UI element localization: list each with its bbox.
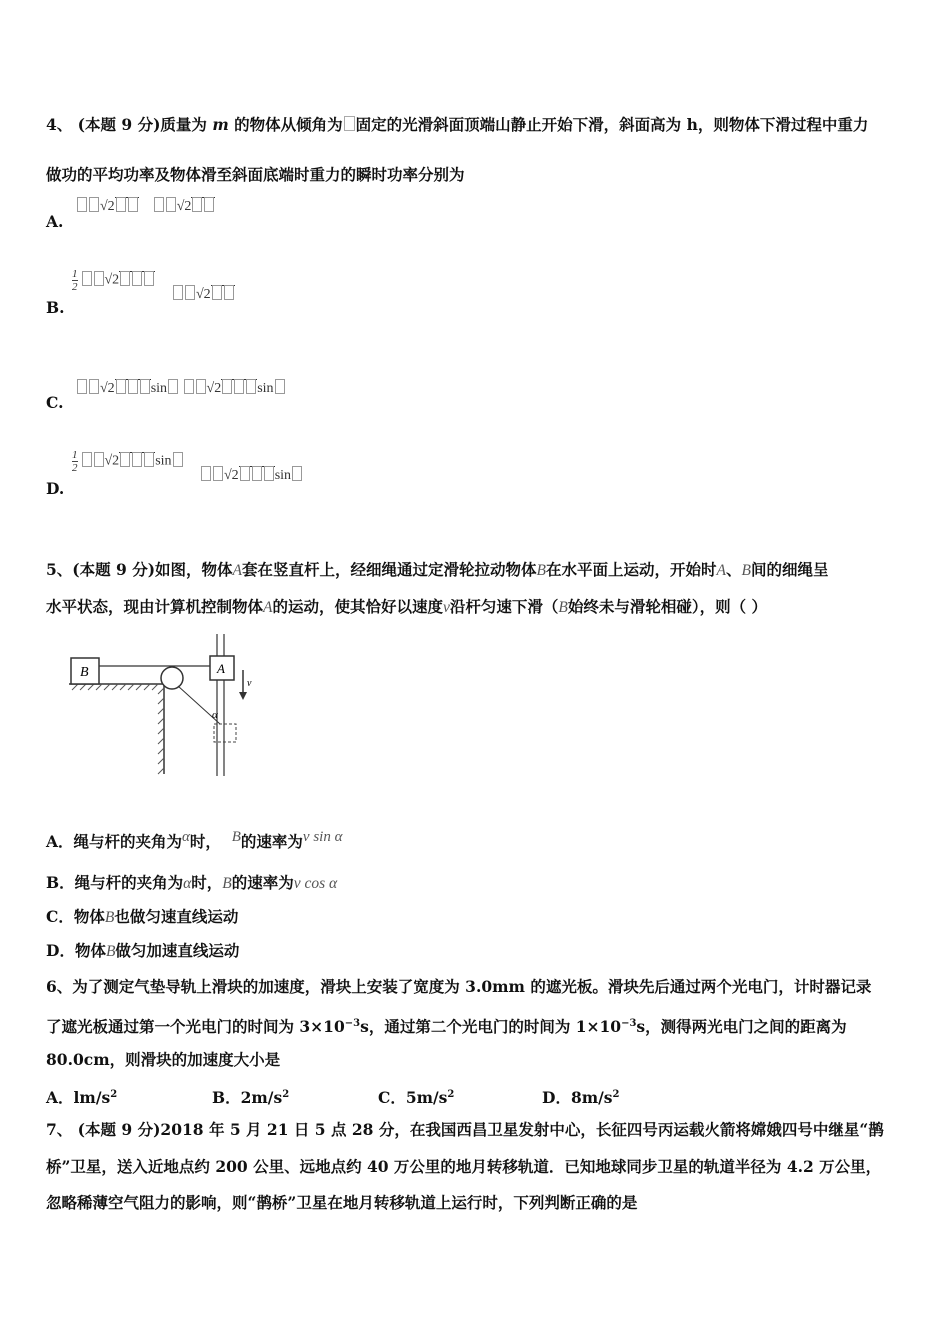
q4-line-2: 做功的平均功率及物体滑至斜面底端时重力的瞬时功率分别为 xyxy=(46,165,465,184)
q5-line-2: 水平状态，现由计算机控制物体A的运动，使其恰好以速度v沿杆匀速下滑（B始终未与滑轮相碰），则（ ） xyxy=(46,597,768,616)
q4-option-d-label: D. xyxy=(46,479,65,498)
q5-option-b: B．绳与杆的夹角为α时，B的速率为v cos α xyxy=(46,873,338,892)
q5-option-a: A．绳与杆的夹角为$^\alpha$时， $^B$的速率为$^{v sin \alpha}$ xyxy=(46,829,343,852)
q6-line-3: 80.0cm，则滑块的加速度大小是 xyxy=(46,1050,281,1069)
q5-option-c: C．物体B也做匀速直线运动 xyxy=(46,907,239,926)
velocity-label: v xyxy=(247,678,252,689)
q6-line-2: 了遮光板通过第一个光电门的时间为 $3\times 10^{-3}s$，通过第二个光电门的时间为 $1\times 10^{-3}s$，测得两光电门之间的距离为 xyxy=(46,1017,847,1037)
q4-option-b-label: B. xyxy=(46,298,65,317)
q6-option-d: D．$8m/s^2$ xyxy=(542,1088,620,1108)
q4-text-a: 4、 (本题 9 分)质量为 xyxy=(46,115,207,134)
q4-text-b: 的物体从倾角为 xyxy=(234,115,343,134)
q7-line-3: 忽略稀薄空气阻力的影响，则“鹊桥”卫星在地月转移轨道上运行时，下列判断正确的是 xyxy=(46,1193,638,1212)
q4-line-1 xyxy=(46,114,910,136)
q4-option-b-formula-2: √2 xyxy=(172,285,235,303)
var-A: A xyxy=(232,562,242,579)
q4-text-c: 固定的光滑斜面顶端山静止开始下滑，斜面高为 h，则物体下滑过程中重力 xyxy=(355,115,869,134)
q6-option-b: B．$2m/s^2$ xyxy=(212,1088,290,1108)
q4-option-d-formula-2: √2 sin xyxy=(200,466,303,484)
q5-line-1: 5、(本题 9 分)如图，物体A套在竖直杆上，经细绳通过定滑轮拉动物体B在水平面上运动，开始时A、B间的细绳呈 xyxy=(46,560,829,579)
q5-option-d: D．物体B做匀加速直线运动 xyxy=(46,941,240,960)
q7-line-1: 7、 (本题 9 分)2018 年 5 月 21 日 5 点 28 分，在我国西昌卫星发射中心，长征四号丙运载火箭将嫦娥四号中继星“鹊 xyxy=(46,1120,884,1139)
missing-glyph-icon xyxy=(344,116,355,131)
pulley xyxy=(161,667,183,689)
q4-mass-var: m xyxy=(212,115,229,134)
alpha-label: α xyxy=(212,709,218,721)
q6-line-1: 6、为了测定气垫导轨上滑块的加速度，滑块上安装了宽度为 3.0mm 的遮光板。滑块先后通过两个光电门，计时器记录 xyxy=(46,977,872,996)
q4-option-b-formula-1: $\frac{1}{2}$ √2 xyxy=(72,268,155,293)
q4-option-a-label: A. xyxy=(46,212,64,231)
q6-option-c: C．$5m/s^2$ xyxy=(378,1088,455,1108)
q6-option-a: A．$lm/s^2$ xyxy=(46,1088,118,1108)
q4-option-d-formula-1: $\frac{1}{2}$ √2 sin xyxy=(72,449,184,474)
q4-option-c-label: C. xyxy=(46,393,64,412)
var-B: B xyxy=(536,562,546,579)
q4-option-c-formula: √2 sin √2 sin xyxy=(76,379,286,397)
q4-option-a-formula: √2 √2 xyxy=(76,197,215,215)
var-v: v xyxy=(443,599,450,616)
pulley-diagram xyxy=(44,628,294,780)
q7-line-2: 桥”卫星，送入近地点约 200 公里、远地点约 40 万公里的地月转移轨道．已知地球同步卫星的轨道半径为 4.2 万公里， xyxy=(46,1157,882,1176)
block-a-label: A xyxy=(217,661,225,676)
block-b-label: B xyxy=(80,665,89,680)
